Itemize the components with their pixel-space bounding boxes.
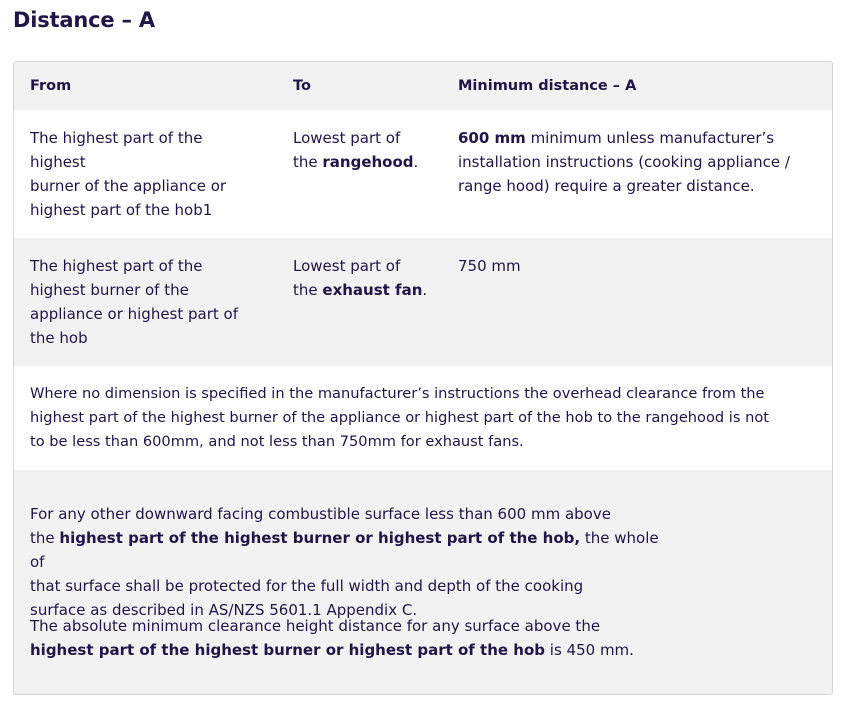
row1-to-bold: rangehood: [322, 153, 414, 171]
other-p1-line: [30, 526, 670, 574]
header-minimum-distance: Minimum distance – A: [458, 78, 637, 94]
row1-from: [30, 126, 280, 222]
other-p2-line: The absolute minimum clearance height distance for any surface above the: [30, 617, 601, 635]
other-p1-post: the whole of: [30, 529, 659, 571]
other-p2-post: is 450 mm.: [545, 641, 634, 659]
header-to: To: [293, 78, 311, 94]
row1-to: [293, 126, 453, 174]
table-note-row: [14, 366, 832, 470]
table-header-row: [14, 62, 832, 110]
other-p2-bold: highest part of the highest burner or highest part of the hob: [30, 641, 546, 659]
row1-minimum: [458, 126, 828, 198]
note-line: highest part of the highest burner of the appliance or highest part of the hob to the rangehood is not: [30, 409, 770, 426]
note-text: [30, 382, 830, 454]
row2-from-line: appliance or highest part of: [30, 305, 239, 323]
row1-to-line: [293, 150, 453, 174]
other-p1-bold: highest part of the highest burner or highest part of the hob,: [59, 529, 581, 547]
row1-from-line: The highest part of the: [30, 129, 203, 147]
row2-to-line: [293, 278, 453, 302]
other-p2-line: [30, 638, 670, 662]
table-row: [14, 238, 832, 366]
row2-to-bold: exhaust fan: [322, 281, 423, 299]
row1-min-line: [458, 126, 828, 150]
row2-from-line: The highest part of the: [30, 257, 203, 275]
row1-from-line: highest: [30, 153, 86, 171]
page-title: Distance – A: [13, 8, 155, 32]
row2-from-line: the hob: [30, 329, 88, 347]
row1-min-text: minimum unless manufacturer’s: [525, 129, 775, 147]
header-from: From: [30, 78, 72, 94]
row2-from: [30, 254, 280, 350]
note-line: to be less than 600mm, and not less than 750mm for exhaust fans.: [30, 433, 524, 450]
row2-to-line: Lowest part of: [293, 257, 401, 275]
row1-from-line: burner of the appliance or: [30, 177, 227, 195]
distance-table: [13, 61, 833, 695]
row1-to-pre: the: [293, 153, 323, 171]
row2-from-line: highest burner of the: [30, 281, 189, 299]
other-p1-pre: the: [30, 529, 60, 547]
other-paragraph-1: [30, 502, 670, 622]
row1-from-line: highest part of the hob1: [30, 201, 213, 219]
row2-minimum: 750 mm: [458, 257, 521, 275]
other-p1-line: For any other downward facing combustible surface less than 600 mm above: [30, 505, 611, 523]
row2-to: [293, 254, 453, 302]
row1-min-line: installation instructions (cooking appliance /: [458, 153, 790, 171]
row2-to-pre: the: [293, 281, 323, 299]
row1-min-bold: 600 mm: [458, 129, 526, 147]
row1-min-line: range hood) require a greater distance.: [458, 177, 755, 195]
note-line: Where no dimension is specified in the manufacturer’s instructions the overhead clearance from the: [30, 385, 765, 402]
other-p1-line: surface as described in AS/NZS 5601.1 Appendix C.: [30, 601, 418, 619]
other-p1-line: that surface shall be protected for the full width and depth of the cooking: [30, 577, 584, 595]
table-other-row: [14, 470, 832, 695]
table-row: [14, 110, 832, 238]
row1-to-post: .: [413, 153, 419, 171]
row1-to-line: Lowest part of: [293, 129, 401, 147]
row2-to-post: .: [422, 281, 428, 299]
other-paragraph-2: [30, 614, 670, 662]
